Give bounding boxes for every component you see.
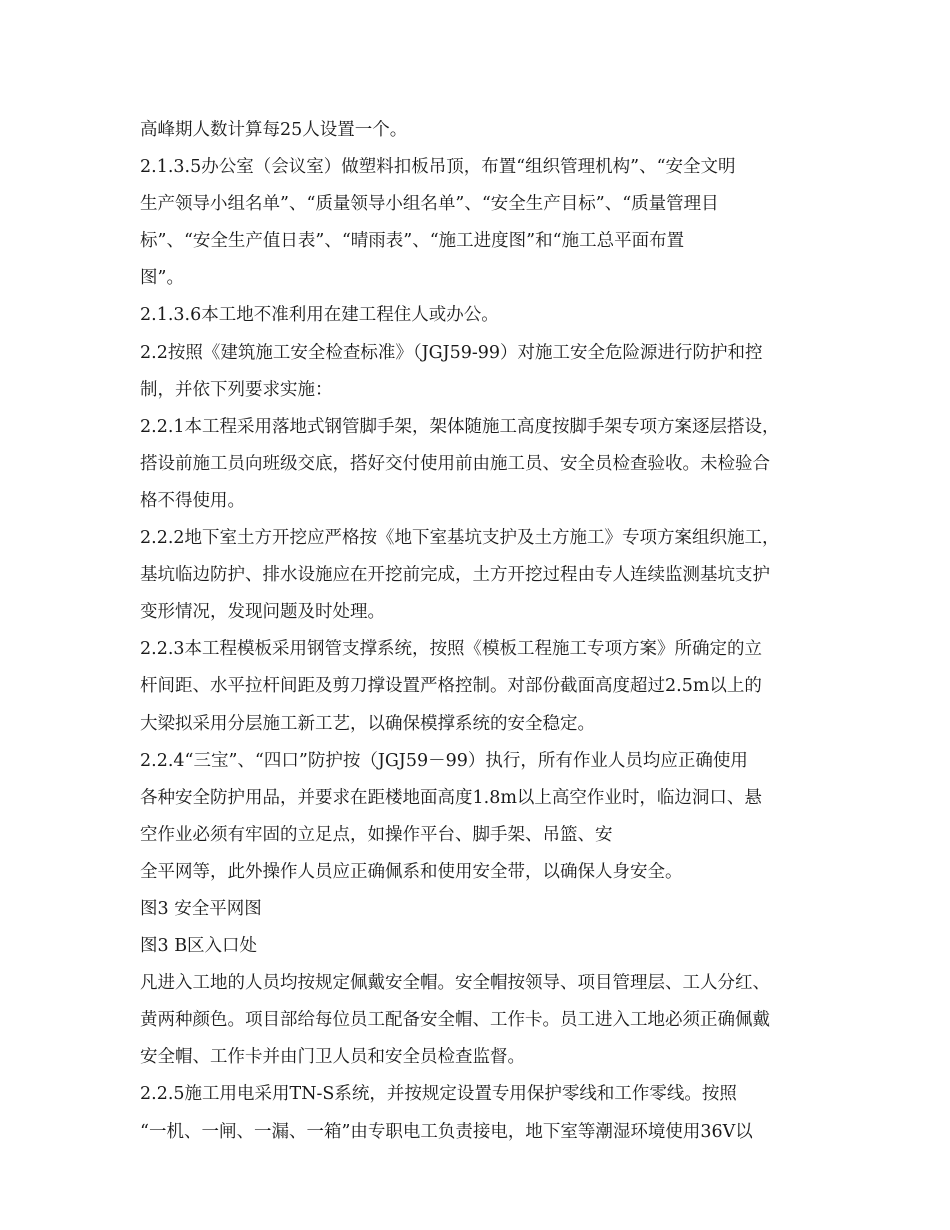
text-line: 标”、“安全生产值日表”、“晴雨表”、“施工进度图”和“施工总平面布置 (140, 231, 685, 252)
figure-caption: 图3 安全平网图 (140, 898, 262, 919)
text-line: 格不得使用。 (140, 490, 245, 511)
text-line: 安全帽、工作卡并由门卫人员和安全员检查监督。 (140, 1047, 525, 1068)
text-line: 各种安全防护用品，并要求在距楼地面高度1.8m以上高空作业时，临边洞口、悬 (140, 787, 762, 808)
text-line: 2.2按照《建筑施工安全检查标准》（JGJ59-99）对施工安全危险源进行防护和控 (140, 342, 763, 363)
text-line: 2.2.2地下室土方开挖应严格按《地下室基坑支护及土方施工》专项方案组织施工， (140, 528, 780, 549)
text-line: 高峰期人数计算每25人设置一个。 (140, 120, 408, 140)
text-line: 2.2.1本工程采用落地式钢管脚手架，架体随施工高度按脚手架专项方案逐层搭设， (140, 416, 780, 437)
text-line: 杆间距、水平拉杆间距及剪刀撑设置严格控制。对部份截面高度超过2.5m以上的 (140, 676, 762, 697)
text-line: 图”。 (140, 268, 184, 289)
text-line: 搭设前施工员向班级交底，搭好交付使用前由施工员、安全员检查验收。未检验合 (140, 453, 770, 474)
figure-caption: 图3 B区入口处 (140, 936, 258, 957)
text-line: 变形情况，发现问题及时处理。 (140, 602, 385, 623)
text-line: 大梁拟采用分层施工新工艺，以确保模撑系统的安全稳定。 (140, 713, 595, 734)
text-line: 制，并依下列要求实施： (140, 379, 333, 400)
text-line: 全平网等，此外操作人员应正确佩系和使用安全带，以确保人身安全。 (140, 861, 683, 882)
text-line: 凡进入工地的人员均按规定佩戴安全帽。安全帽按领导、项目管理层、工人分红、 (140, 973, 770, 994)
text-line: 2.1.3.5办公室（会议室）做塑料扣板吊顶，布置“组织管理机构”、“安全文明 (140, 157, 736, 178)
text-line: 2.2.4“三宝”、“四口”防护按（JGJ59－99）执行，所有作业人员均应正确使用 (140, 750, 748, 771)
text-line: 2.1.3.6本工地不准利用在建工程住人或办公。 (140, 305, 499, 326)
text-line: 黄两种颜色。项目部给每位员工配备安全帽、工作卡。员工进入工地必须正确佩戴 (140, 1010, 770, 1031)
text-line: 空作业必须有牢固的立足点，如操作平台、脚手架、吊篮、安 (140, 824, 613, 845)
document-body (140, 112, 820, 1151)
text-line: 2.2.5施工用电采用TN-S系统，并按规定设置专用保护零线和工作零线。按照 (140, 1084, 737, 1105)
text-line: “一机、一闸、一漏、一箱”由专职电工负责接电，地下室等潮湿环境使用36V以 (140, 1121, 753, 1142)
text-line: 基坑临边防护、排水设施应在开挖前完成，土方开挖过程由专人连续监测基坑支护 (140, 565, 770, 586)
text-line: 2.2.3本工程模板采用钢管支撑系统，按照《模板工程施工专项方案》所确定的立 (140, 639, 763, 660)
text-line: 生产领导小组名单”、“质量领导小组名单”、“安全生产目标”、“质量管理目 (140, 194, 719, 215)
